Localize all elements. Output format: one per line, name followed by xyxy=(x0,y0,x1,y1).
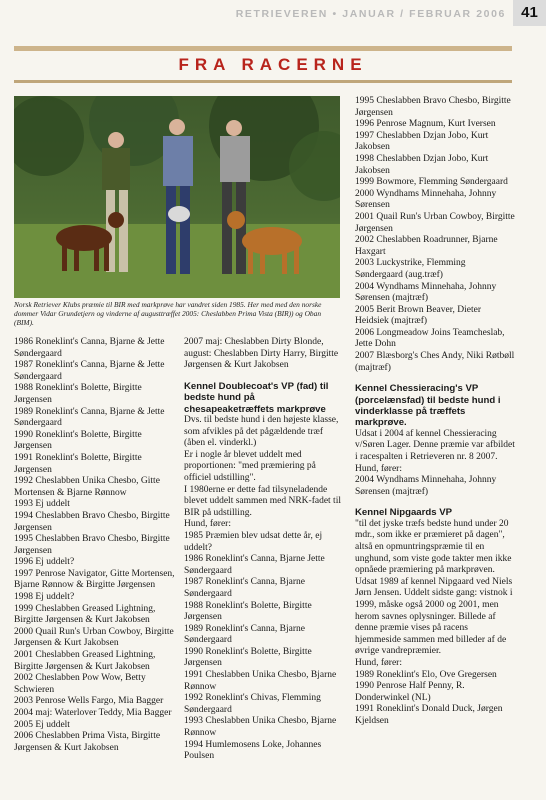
body-paragraph: Er i nogle år blevet uddelt med proportionen: "med præmiering på officiel udstilling". xyxy=(184,449,316,483)
list-item: 1993 Ej uddelt xyxy=(14,499,70,510)
section-title: FRA RACERNE xyxy=(178,55,368,74)
body-paragraph: Udsat i 2004 af kennel Chessieracing v/Søren Lager. Denne præmie var afbildet i racespalten i Retrieveren nr. 8 2007. xyxy=(355,428,515,463)
list-item: 1989 Roneklint's Canna, Bjarne Søndergaard xyxy=(184,623,305,646)
list-item: 2005 Ej uddelt xyxy=(14,719,70,730)
list-item: 1986 Roneklint's Canna, Bjarne & Jette Søndergaard xyxy=(14,337,165,359)
list-item: 1987 Roneklint's Canna, Bjarne & Jette Søndergaard xyxy=(14,360,165,382)
trophy-plate xyxy=(168,206,190,222)
list-item: 1992 Cheslabben Unika Chesbo, Gitte Mortensen & Bjarne Rønnow xyxy=(14,476,160,498)
list-item: 1997 Cheslabben Dzjan Jobo, Kurt Jakobsen xyxy=(355,130,489,153)
list-item: 1999 Bowmore, Flemming Søndergaard xyxy=(355,177,508,188)
column-2 xyxy=(184,337,344,763)
list-item: 2007 Blæsborg's Ches Andy, Niki Røtbøll (majtræf) xyxy=(355,351,515,373)
body-paragraph: Hund, fører: xyxy=(184,519,231,530)
list-item: 1986 Roneklint's Canna, Bjarne Jette Søndergaard xyxy=(184,554,325,576)
title-band-bottom xyxy=(14,80,512,83)
list-item: 2003 Penrose Wells Fargo, Mia Bagger xyxy=(14,696,164,707)
list-item: 1996 Ej uddelt? xyxy=(14,557,75,568)
photo-caption: Norsk Retriever Klubs præmie til BIR med markprøve har vandret siden 1985. Her med med den norske dommer Vidar Grundetjern og vinderne af augusttræffet 2005: Cheslabben Prima Vista (BIR)) og Oban (BIM). xyxy=(14,300,322,328)
list-item: 1991 Roneklint's Donald Duck, Jørgen Kjeldsen xyxy=(355,704,503,726)
list-item: 1994 Cheslabben Bravo Chesbo, Birgitte Jørgensen xyxy=(14,510,170,533)
list-item: 2000 Quail Run's Urban Cowboy, Birgitte Jørgensen & Kurt Jakobsen xyxy=(14,626,174,649)
list-item: 2002 Cheslabben Pow Wow, Betty Schwieren xyxy=(14,673,146,695)
body-paragraph: Dvs. til bedste hund i den højeste klasse, som afvikles på det pågældende træf (åben el. vinderkl.) xyxy=(184,415,339,449)
list-item: 1997 Penrose Navigator, Gitte Mortensen, Bjarne Rønnow & Birgitte Jørgensen xyxy=(14,568,175,591)
list-item: 2007 maj: Cheslabben Dirty Blonde, august: Cheslabben Dirty Harry, Birgitte Jørgensen & Kurt Jakobsen xyxy=(184,337,339,371)
list-item: 2004 Wyndhams Minnehaha, Johnny Sørensen (majtræf) xyxy=(355,281,497,304)
list-item: 1988 Roneklint's Bolette, Birgitte Jørgensen xyxy=(184,600,312,623)
list-item: 1998 Ej uddelt? xyxy=(14,592,75,603)
list-item: 2005 Berit Brown Beaver, Dieter Heidsiek (majtræf) xyxy=(355,304,481,327)
list-item: 2003 Luckystrike, Flemming Søndergaard (aug.træf) xyxy=(355,258,466,280)
list-item: 2002 Cheslabben Roadrunner, Bjarne Haxgart xyxy=(355,235,498,257)
list-item: 1998 Cheslabben Dzjan Jobo, Kurt Jakobsen xyxy=(355,153,489,176)
list-item: 2001 Cheslabben Greased Lightning, Birgitte Jørgensen & Kurt Jakobsen xyxy=(14,650,156,672)
photo-illustration xyxy=(14,96,340,298)
list-item: 1985 Præmien blev udsat dette år, ej uddelt? xyxy=(184,530,323,553)
list-item: 2006 Longmeadow Joins Teamcheslab, Jette Dohn xyxy=(355,327,505,350)
section-heading: Kennel Doublecoat's VP (fad) til bedste hund på chesapeaketræffets markprøve xyxy=(184,380,329,415)
list-item: 1993 Cheslabben Unika Chesbo, Bjarne Rønnow xyxy=(184,716,337,739)
list-item: 1995 Cheslabben Bravo Chesbo, Birgitte Jørgensen xyxy=(14,534,170,556)
column-1 xyxy=(14,337,178,754)
list-item: 1988 Roneklint's Bolette, Birgitte Jørgensen xyxy=(14,383,142,405)
running-title: RETRIEVEREN • JANUAR / FEBRUAR 2006 xyxy=(235,8,506,20)
list-item: 2006 Cheslabben Prima Vista, Birgitte Jørgensen & Kurt Jakobsen xyxy=(14,731,161,753)
list-item: 1990 Penrose Half Penny, R. Donderwinkel (NL) xyxy=(355,681,465,703)
list-item: 1994 Humlemosens Loke, Johannes Poulsen xyxy=(184,739,322,762)
photo xyxy=(14,96,340,298)
list-item: 1992 Roneklint's Chivas, Flemming Søndergaard xyxy=(184,693,321,715)
list-item: 1991 Cheslabben Unika Chesbo, Bjarne Rønnow xyxy=(184,670,337,692)
section-heading: Kennel Chessieracing's VP (porcelænsfad) til bedste hund i vinderklasse på træffets markprøve. xyxy=(355,383,501,429)
section-heading: Kennel Nipgaards VP xyxy=(355,507,453,519)
list-item: 1999 Cheslabben Greased Lightning, Birgitte Jørgensen & Kurt Jakobsen xyxy=(14,603,156,626)
list-item: 2004 maj: Waterlover Teddy, Mia Bagger xyxy=(14,708,172,718)
list-item: 1989 Roneklint's Elo, Ove Gregersen xyxy=(355,669,497,680)
list-item: 2000 Wyndhams Minnehaha, Johnny Sørensen xyxy=(355,188,497,211)
title-band-top xyxy=(14,46,512,51)
list-item: 1991 Roneklint's Bolette, Birgitte Jørgensen xyxy=(14,452,142,475)
body-paragraph: Hund, fører: xyxy=(355,463,402,474)
list-item: 1987 Roneklint's Canna, Bjarne Søndergaard xyxy=(184,577,305,599)
body-paragraph: Hund, fører: xyxy=(355,657,402,668)
list-item: 1995 Cheslabben Bravo Chesbo, Birgitte Jørgensen xyxy=(355,96,511,118)
list-item: 2004 Wyndhams Minnehaha, Johnny Sørensen (majtræf) xyxy=(355,475,497,497)
list-item: 1989 Roneklint's Canna, Bjarne & Jette Søndergaard xyxy=(14,406,165,429)
page-number: 41 xyxy=(513,0,546,26)
list-item: 1990 Roneklint's Bolette, Birgitte Jørgensen xyxy=(184,646,312,669)
body-paragraph: "til det jyske træfs bedste hund under 20 mdr., som ikke er præmieret på dagen", altså en opmuntringspræmie til en unghund, som viste gode takter men ikke opnåede præmiering på markprøven. Udsat 1989 af kennel Nipgaard ved Niels Jørn Jensen. Uddelt sidste gang: vistnok i 1999, måske også 2000 og 2001, men herom savnes oplysninger. Billede af denne præmie vises på racens hjemmeside sammen med billeder af de øvrige vandrepræmier. xyxy=(355,518,513,657)
list-item: 2001 Quail Run's Urban Cowboy, Birgitte Jørgensen xyxy=(355,211,515,234)
column-3 xyxy=(355,96,515,728)
list-item: 1996 Penrose Magnum, Kurt Iversen xyxy=(355,119,496,130)
running-header xyxy=(0,0,546,30)
body-paragraph: I 1980erne er dette fad tilsyneladende blevet uddelt sammen med NRK-fadet til BIR på udstilling. xyxy=(184,484,341,518)
list-item: 1990 Roneklint's Bolette, Birgitte Jørgensen xyxy=(14,429,142,452)
